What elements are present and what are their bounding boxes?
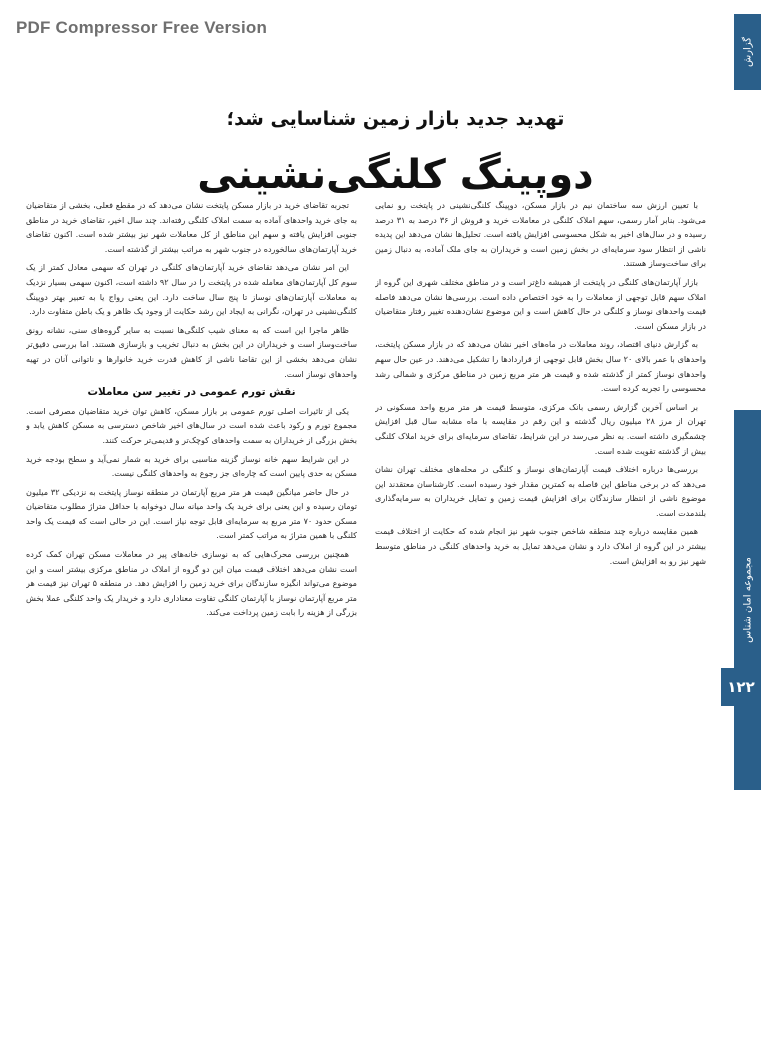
paragraph: همین مقایسه درباره چند منطقه شاخص جنوب شهر نیز انجام شده که حکایت از اختلاف قیمت بیشتر در این گروه از املاک دارد و نشان می‌دهد تمایل به خرید واحدهای کلنگی در مناطق متوسط شهر نیز رو به افزایش است. (375, 526, 706, 566)
paragraph: بازار آپارتمان‌های کلنگی در پایتخت از همیشه داغ‌تر است و در مناطق مختلف شهری این گروه از املاک سهم قابل توجهی از معاملات را به خود اختصاص داده است. بررسی‌ها نشان می‌دهد فاصله قیمت واحدهای نوساز و کلنگی در حال کاهش است و این موضوع نشان‌دهنده تغییر رفتار متقاضیان در بازار مسکن است. (375, 276, 706, 331)
section-tab-label: گزارش (742, 36, 753, 68)
watermark: PDF Compressor Free Version (16, 18, 268, 37)
paragraph: همچنین بررسی محرک‌هایی که به نوسازی خانه‌های پیر در معاملات مسکن تهران کمک کرده است نشان می‌دهد اختلاف قیمت میان این دو گروه از املاک در مناطق مرکزی بیشتر است و این موضوع می‌تواند انگیزه سازندگان برای خرید زمین را افزایش دهد. در منطقه ۵ تهران نیز قیمت هر متر مربع آپارتمان نوساز با آپارتمان کلنگی تفاوت معناداری دارد و خریدار یک واحد کلنگی عملا بخش بزرگی از هزینه را بابت زمین پرداخت می‌کند. (26, 549, 357, 618)
paragraph: بررسی‌ها درباره اختلاف قیمت آپارتمان‌های نوساز و کلنگی در محله‌های مختلف تهران نشان می‌دهد که در برخی مناطق این فاصله به کمترین مقدار خود رسیده است. کارشناسان معتقدند این موضوع ناشی از انتظار سازندگان برای افزایش قیمت زمین و تمایل خریداران به سرمایه‌گذاری بلندمدت است. (375, 464, 706, 518)
paragraph: به گزارش دنیای اقتصاد، روند معاملات در ماه‌های اخیر نشان می‌دهد که در بازار مسکن پایتخت، واحدهای با عمر بالای ۲۰ سال بخش قابل توجهی از قراردادها را تشکیل می‌دهند. در عین حال سهم واحدهای نوساز کمتر از گذشته شده و قیمت هر متر مربع زمین در مناطق مرکزی و شمالی رشد محسوسی را تجربه کرده است. (375, 339, 706, 394)
issue-label: مجموعه امان شناس (742, 557, 753, 643)
article-title: دوپینگ کلنگی‌نشینی (197, 152, 594, 198)
paragraph: این امر نشان می‌دهد تقاضای خرید آپارتمان‌های کلنگی در تهران که سهمی معادل کمتر از یک سوم کل آپارتمان‌های معامله شده در پایتخت را در سال ۹۲ داشته است، اکنون سهمی بسیار نزدیک به معاملات آپارتمان‌های نوساز تا پنج سال ساخت دارد. این یعنی رواج یا به تعبیر بهتر دوپینگ کلنگی‌نشینی در تهران، نگرانی به ایجاد این رشد حکایت از وجود یک ظاهر و یک باطن متفاوت دارد. (26, 262, 357, 317)
page-number: ۱۲۲ (721, 668, 761, 706)
section-subheading: نقش تورم عمومی در تغییر سن معاملات (87, 386, 296, 399)
title-area (60, 86, 731, 198)
paragraph: یکی از تاثیرات اصلی تورم عمومی بر بازار مسکن، کاهش توان خرید متقاضیان مصرفی است. مجموع تورم و رکود باعث شده است در سال‌های اخیر شاخص دسترسی به مسکن کاهش یابد و بخش بزرگی از خریداران به سمت واحدهای کوچک‌تر و قدیمی‌تر حرکت کنند. (26, 405, 357, 445)
issue-sidebar (734, 410, 761, 790)
right-column (375, 198, 706, 1003)
paragraph: با تعیین ارزش سه ساختمان نیم در بازار مسکن، دوپینگ کلنگی‌نشینی در پایتخت رو نمایی می‌شود. بنابر آمار رسمی، سهم املاک کلنگی در معاملات خرید و فروش از ۳۶ درصد به ۳۱ درصد رسیده و در سال‌های اخیر به شکل محسوسی افزایش یافته است. تحلیل‌ها نشان می‌دهد این پدیده ناشی از انتظار سود سرمایه‌ای در بخش زمین است و خریداران به جای ملک آماده، به دنبال زمین برای ساخت‌وساز هستند. (375, 200, 706, 269)
article-supertitle: تهدید جدید بازار زمین شناسایی شد؛ (226, 108, 565, 130)
paragraph: در حال حاضر میانگین قیمت هر متر مربع آپارتمان در منطقه نوساز پایتخت به نزدیکی ۳۲ میلیون تومان رسیده و این یعنی برای خرید یک واحد میانه سال دوخوابه با حداقل متراژ مطلوب متقاضیان مسکن حدود ۷۰ متر مربع به سرمایه‌ای قابل توجه نیاز است. این در حالی است که قیمت یک واحد کلنگی با همین متراژ به مراتب کمتر است. (26, 486, 357, 541)
section-tab (734, 14, 761, 90)
paragraph: ظاهر ماجرا این است که به معنای شیب کلنگی‌ها نسبت به سایر گروه‌های سنی، نشانه رونق ساخت‌وساز است و خریداران در این بخش به دنبال تخریب و بازسازی هستند. اما بررسی دقیق‌تر نشان می‌دهد بخشی از این تقاضا ناشی از کاهش قدرت خرید خانوارها و ناتوانی آنان در تهیه واحدهای نوساز است. (26, 324, 357, 379)
paragraph: در این شرایط سهم خانه نوساز گزینه مناسبی برای خرید به شمار نمی‌آید و سطح بودجه خرید مسکن به حدی پایین است که چاره‌ای جز رجوع به واحدهای کلنگی نیست. (26, 453, 357, 479)
left-column (26, 198, 357, 1003)
article-body (26, 198, 706, 1003)
paragraph: تجربه تقاضای خرید در بازار مسکن پایتخت نشان می‌دهد که در مقطع فعلی، بخشی از متقاضیان به جای خرید واحدهای آماده به سمت املاک کلنگی رفته‌اند. چند سال اخیر، تقاضای خرید در مناطق جنوبی افزایش یافته و سهم این مناطق از کل معاملات شهر نیز بیشتر شده است. اکنون تقاضای خرید آپارتمان‌های سالخورده در جنوب شهر به مراتب بیشتر از گذشته است. (26, 200, 357, 254)
paragraph: بر اساس آخرین گزارش رسمی بانک مرکزی، متوسط قیمت هر متر مربع واحد مسکونی در تهران از مرز ۲۸ میلیون ریال گذشته و این رقم در مقایسه با ماه مشابه سال قبل افزایش چشمگیری داشته است. به نظر می‌رسد در این شرایط، تقاضای سرمایه‌ای برای خرید املاک کلنگی بیش از گذشته تقویت شده است. (375, 401, 706, 456)
